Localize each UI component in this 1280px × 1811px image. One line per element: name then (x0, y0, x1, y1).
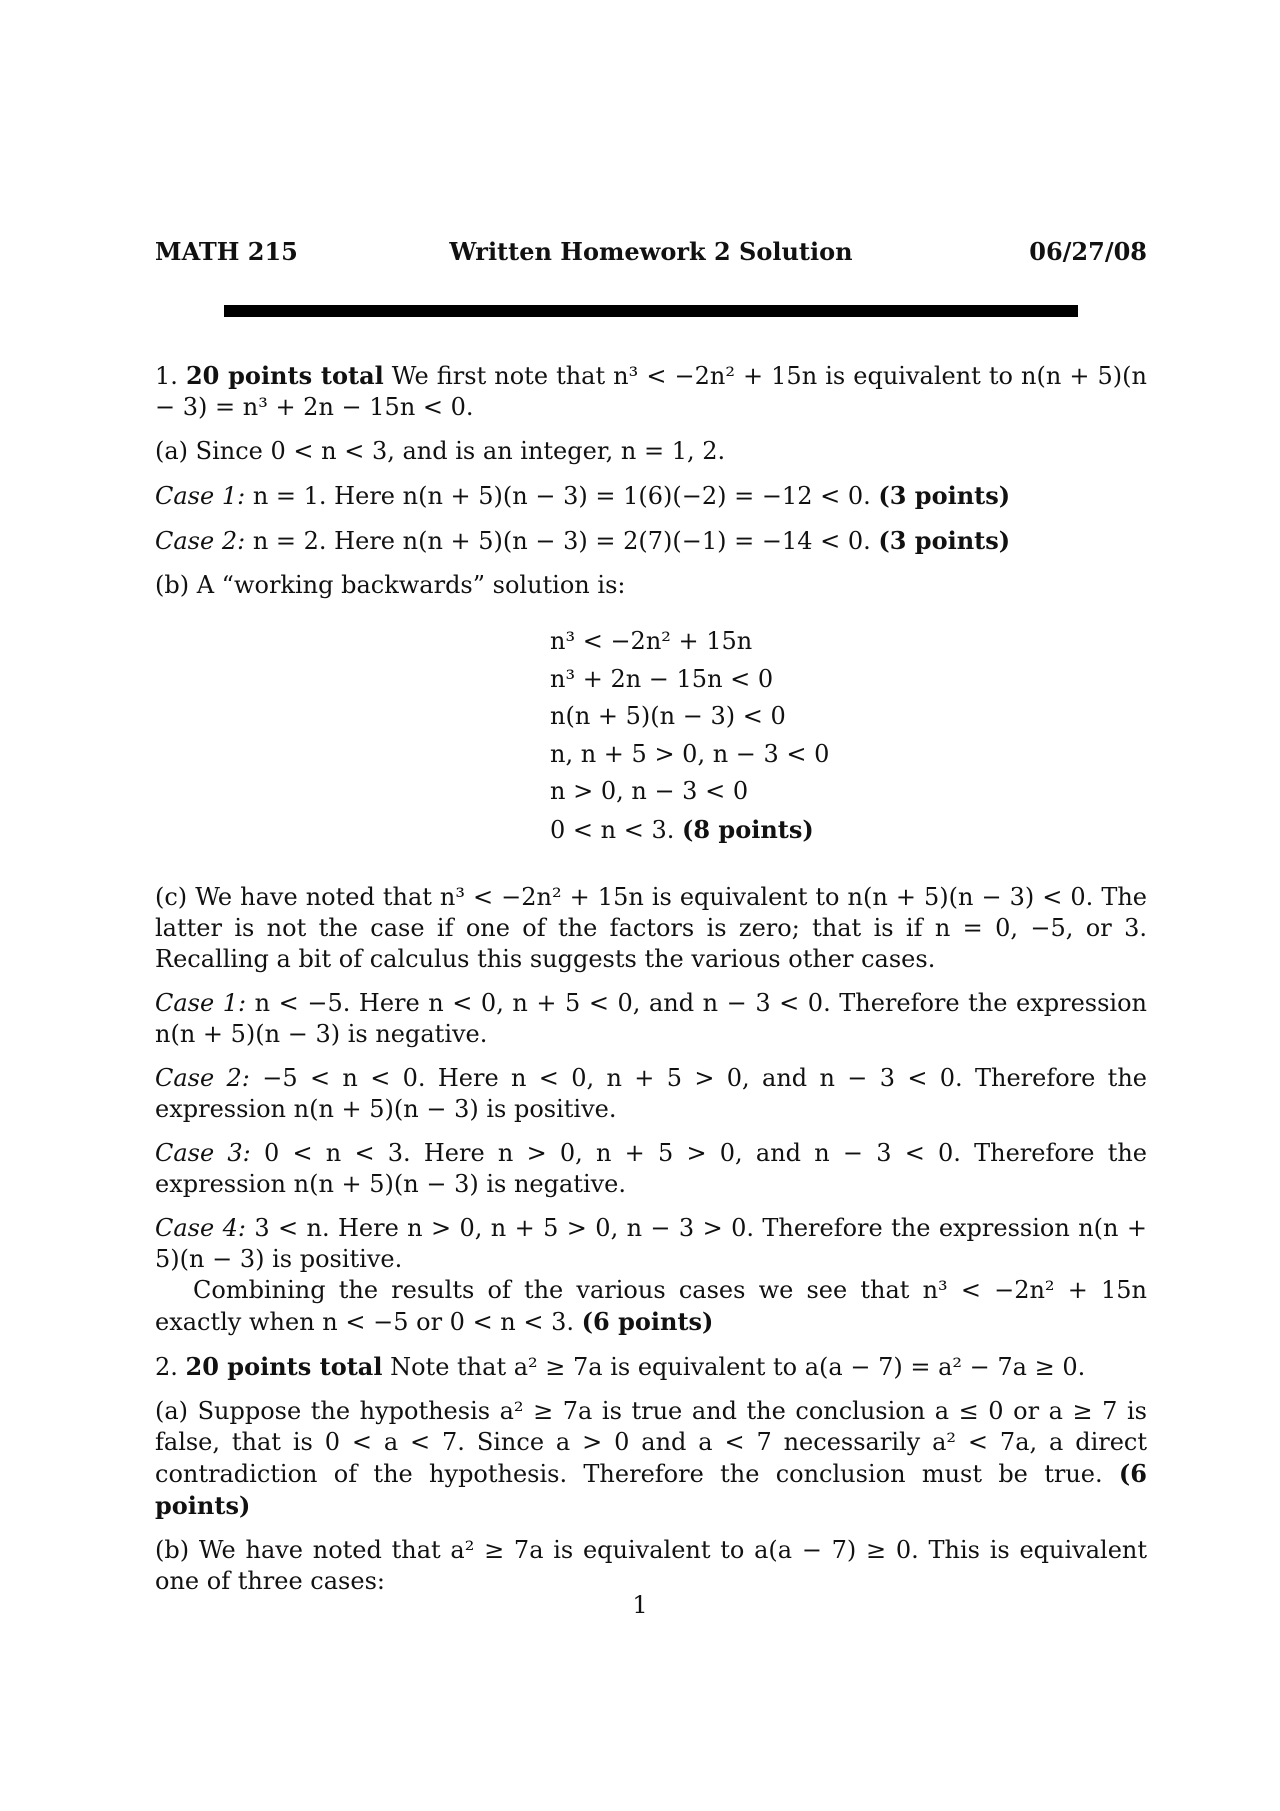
course-code: MATH 215 (155, 237, 298, 266)
combining-text: Combining the results of the various cases we see that n³ < −2n² + 15n exactly when n < −5 or 0 < n < 3. (155, 1276, 1147, 1336)
derivation-line: n(n + 5)(n − 3) < 0 (550, 702, 786, 730)
case-text: −5 < n < 0. Here n < 0, n + 5 > 0, and n − 3 < 0. Therefore the expression n(n + 5)(n − 3) is positive. (155, 1064, 1147, 1123)
derivation-line: n³ < −2n² + 15n (550, 627, 753, 655)
problem2-part-b: (b) We have noted that a² ≥ 7a is equivalent to a(a − 7) ≥ 0. This is equivalent one of three cases: (155, 1536, 1147, 1595)
problem1-intro-text: We first note that n³ < −2n² + 15n is equivalent to n(n + 5)(n − 3) = n³ + 2n − 15n < 0. (155, 362, 1147, 421)
case-label: Case 3: (155, 1139, 251, 1167)
document-title: Written Homework 2 Solution (449, 237, 853, 266)
derivation-line: n, n + 5 > 0, n − 3 < 0 (550, 739, 830, 768)
case-text: 3 < n. Here n > 0, n + 5 > 0, n − 3 > 0. Therefore the expression n(n + 5)(n − 3) is positive. (155, 1214, 1147, 1273)
derivation-line-final (550, 811, 1147, 849)
problem1-part-c-combining (155, 1275, 1147, 1338)
document-date: 06/27/08 (1029, 237, 1147, 266)
part-text: (a) Suppose the hypothesis a² ≥ 7a is true and the conclusion a ≤ 0 or a ≥ 7 is false, that is 0 < a < 7. Since a > 0 and a < 7 necessarily a² < 7a, a direct contradiction of the hypothesis. Therefore the conclusion must be true. (155, 1397, 1147, 1488)
derivation-line: 0 < n < 3. (550, 815, 675, 844)
case-label: Case 1: (155, 989, 247, 1017)
problem1-number: 1. (155, 362, 178, 390)
case-label: Case 4: (155, 1214, 246, 1242)
case-text: n < −5. Here n < 0, n + 5 < 0, and n − 3 < 0. Therefore the expression n(n + 5)(n − 3) is negative. (155, 989, 1147, 1048)
points-badge: (3 points) (878, 526, 1011, 555)
case-label: Case 1: (155, 482, 246, 510)
problem1-part-c-intro: (c) We have noted that n³ < −2n² + 15n is equivalent to n(n + 5)(n − 3) < 0. The latter is not the case if one of the factors is zero; that is if n = 0, −5, or 3. Recalling a bit of calculus this suggests the various other cases. (155, 883, 1147, 973)
problem1-part-c-case2 (155, 1063, 1147, 1125)
points-badge: (3 points) (878, 481, 1011, 510)
document-body (155, 360, 1147, 1610)
problem1-part-a-case1 (155, 480, 1147, 512)
page-number: 1 (632, 1591, 648, 1619)
header-rule (224, 305, 1078, 317)
problem1-part-c-case3 (155, 1138, 1147, 1200)
problem1-part-c-case1 (155, 988, 1147, 1050)
points-badge: (6 points) (581, 1307, 714, 1336)
case-text: n = 2. Here n(n + 5)(n − 3) = 2(7)(−1) = −14 < 0. (252, 527, 871, 555)
problem2-intro-text: Note that a² ≥ 7a is equivalent to a(a − 7) = a² − 7a ≥ 0. (390, 1353, 1086, 1381)
problem1-part-a-case2 (155, 525, 1147, 557)
problem1-intro (155, 360, 1147, 423)
problem1-part-c-case4 (155, 1213, 1147, 1275)
problem1-points-label: 20 points total (185, 361, 384, 390)
points-badge: (6 points) (155, 1459, 1147, 1520)
problem1-part-a: (a) Since 0 < n < 3, and is an integer, n = 1, 2. (155, 437, 726, 465)
case-label: Case 2: (155, 1064, 250, 1092)
problem2-number: 2. (155, 1353, 178, 1381)
page-header (155, 236, 1147, 272)
problem2-points-label: 20 points total (185, 1352, 383, 1381)
derivation-line: n³ + 2n − 15n < 0 (550, 664, 774, 693)
problem2-intro (155, 1351, 1147, 1383)
case-text: n = 1. Here n(n + 5)(n − 3) = 1(6)(−2) = −12 < 0. (252, 482, 871, 510)
points-badge: (8 points) (682, 814, 814, 844)
case-text: 0 < n < 3. Here n > 0, n + 5 > 0, and n − 3 < 0. Therefore the expression n(n + 5)(n − 3) is negative. (155, 1139, 1147, 1198)
working-backwards-derivation (550, 623, 1147, 848)
derivation-line: n > 0, n − 3 < 0 (550, 777, 749, 805)
problem1-part-b-intro: (b) A “working backwards” solution is: (155, 571, 626, 599)
case-label: Case 2: (155, 527, 246, 555)
problem2-part-a (155, 1396, 1147, 1522)
